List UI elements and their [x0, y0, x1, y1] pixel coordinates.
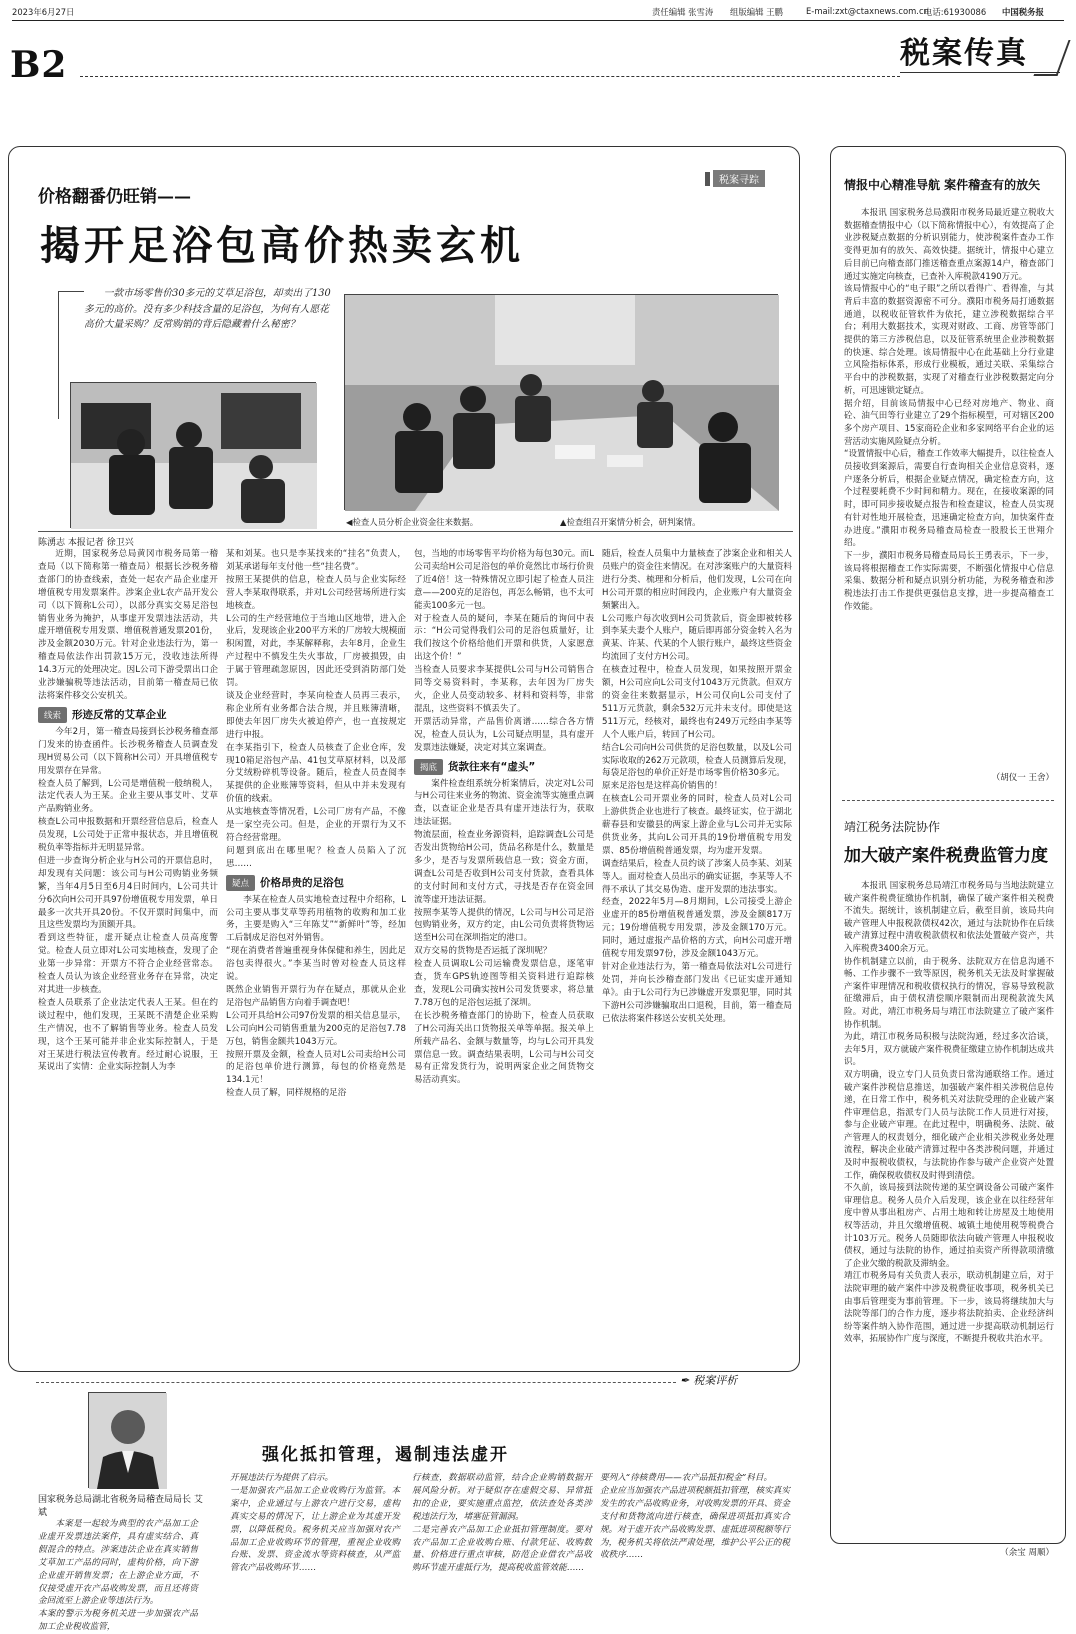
article-column-1: [38, 548, 218, 1346]
sidebar-bottom-body: 本报讯 国家税务总局靖江市税务局与当地法院建立破产案件税费征缴协作机制，确保了破产案件相关税费不流失。据统计，该机制建立后，截至目前，该局共向破产管理人申报税款债权42次，通过与法院协作在后续破产清算过程中清收税款债权和依法处置破产资产，共入库税费3400余万元。 协作机制建立以前，由于税务、法院双方在信息沟通不畅、工作步骤不一致等原因，税务机关无法及时掌握破产案件审理情况和税收债权执行的情况，容易导致税款征缴滞后，由于债权清偿顺序限制而出现税款流失风险。对此，靖江市税务局与靖江市法院建立了破产案件协作机制。 为此，靖江市税务局积极与法院沟通，经过多次洽谈，去年5月，双方就破产案件税费征缴建立协作机制达成共识。 双方明确，设立专门人员负责日常沟通联络工作。通过破产案件涉税信息推送，加强破产案件相关涉税信息传递，在日常工作中，税务机关对法院受理的企业破产案件审理信息，指派专门人员与法院工作人员进行对接，参与企业破产审理。在此过程中，明确税务、法院、破产管理人的权责划分，细化破产企业相关涉税业务处理流程，解决企业破产清算过程中各类涉税问题，并通过及时申报税收债权，与法院协作参与破产企业资产处置工作，确保税收债权及时得到清偿。 不久前，该局接到法院传递的某空调设备公司破产案件审理信息。税务人员介入后发现，该企业在以往经营年度中曾从事出租房产、占用土地和转让房屋及土地使用权等活动，并且欠缴增值税、城镇土地使用税等税费合计103万元。税务人员随即依法向破产管理人申报税收债权，通过与法院的协作，通过拍卖资产所得款项清缴了企业欠缴的税款及滞纳金。 靖江市税务局有关负责人表示，联动机制建立后，对于法院审理的破产案件中涉及税费征收事项，税务机关已由事后管理变为事前管理。下一步，该局将继续加大与法院等部门的合作力度，逐步将法院拍卖、企业经济纠纷等案件纳入协作范围，通过进一步提高联动机制运行效率，拓展协作广度与深度，不断提升税收共治水平。: [844, 881, 1054, 1345]
commentary-column-2: 开展违法行为提供了启示。 一是加强农产品加工企业收购行为监管。本案中，企业通过与上游农户进行交易，虚构真实交易的情况下，让上游企业为其虚开发票，以降低税负。税务机关应当加强对农产品加工企业收购环节的管理，重视企业收购台账、发票、资金流水等资料核查，从严监管农产品收购环节……: [230, 1473, 400, 1574]
editor-layout: 组版编辑 王鹏: [730, 7, 783, 17]
column-4-body: 随后，检查人员集中力量核查了涉案企业和相关人员账户的资金往来情况。在对涉案账户的大量资料进行分类、梳理和分析后，他们发现，L公司在向H公司开票的相应时间段内，企业账户有大量资金频繁出入。 L公司账户每次收到H公司货款后，资金即被转移到李某夫妻个人账户，随后即再部分资金转入名为黄某、许某、代某的个人银行账户，最终这些资金均流回了支付方H公司。 在核查过程中，检查人员发现，如果按照开票金额，H公司应向L公司支付1043万元货款。但双方的资金往来数据显示，H公司仅向L公司支付了511万元货款，剩余532万元并未支付。即使是这511万元，经核对，最终也有249万元经由李某等人个人账户后，转回了H公司。 结合L公司向H公司供货的足浴包数量，以及L公司实际收取的262万元款项，检查人员测算后发现，每袋足浴包的单价正好是市场零售价格30多元。 原来足浴包是这样高价销售的！ 在核查L公司开票业务的同时，检查人员对L公司上游供货企业也进行了核查。最终证实，位于湖北蕲春县和安徽县的两家上游企业与L公司并无实际供货业务，其向L公司开具的19份增值税专用发票、85份增值税普通发票，均为虚开发票。 调查结果后，检查人员约谈了涉案人员李某、刘某等人。面对检查人员出示的确实证据，李某等人不得不承认了其交易伪造、虚开发票的违法事实。 经查，2022年5月—8月期间，L公司接受上游企业虚开的85份增值税普通发票，涉及金额817万元；19份增值税专用发票，涉及金额170万元。同时，通过虚报产品价格的方式，向H公司虚开增值税专用发票97份，涉及金额1043万元。 针对企业违法行为，第一稽查局依法对L公司进行处罚，并向长沙稽查部门发出《已证实虚开通知单》。由于L公司行为已涉嫌虚开发票犯罪，同时其下游H公司涉嫌骗取出口退税，目前，第一稽查局已依法将案件移送公安机关处理。: [602, 549, 792, 1024]
caption-right: ▲检查组召开案情分析会，研判案情。: [560, 517, 701, 527]
article-headline: 揭开足浴包高价热卖玄机: [40, 222, 524, 269]
photo-analysts-illustration: [71, 383, 317, 529]
issue-date: 2023年6月27日: [12, 7, 75, 17]
lede-box: [84, 286, 332, 360]
byline-rule: [38, 531, 793, 532]
column-1-intro: 近期，国家税务总局黄冈市税务局第一稽查局（以下简称第一稽查局）根据长沙税务稽查部门的协查线索，查处一起农产品企业虚开增值税专用发票案件。涉案企业L农产品开发公司（以下简称L公司），以部分真实交易足浴包销售业务为掩护，从事虚开发票违法活动，共虚开增值税专用发票、增值税普通发票201份，涉及金额2030万元。针对企业违法行为，第一稽查局依法作出罚款15万元，没收违法所得14.3万元的处理决定。因L公司下游受票出口企业涉嫌骗税等违法活动，目前第一稽查局已依法将案件移交公安机关。: [38, 549, 218, 701]
column-3-body: 案件检查组系统分析案情后，决定对L公司与H公司往来业务的物流、资金流等实施重点调查，以查证企业是否具有虚开违法行为，获取违法证据。 物流层面，检查业务源资料，追踪调查L公司是否发出货物给H公司，货品名称是什么，数量是多少，是否与发票所载信息一致；资金方面，调查L公司是否收到H公司支付货款，查看具体的支付时间和支付方式，寻找是否存在资金回流等虚开违法证据。 按照李某等人提供的情况，L公司与H公司足浴包购销业务，双方约定，由L公司负责将货物运送至H公司在深圳指定的港口。 双方交易的货物是否运抵了深圳呢？ 检查人员调取L公司运输费发票信息，逐笔审查，货车GPS轨迹图等相关资料进行追踪核查，发现L公司确实按H公司发货要求，将总量7.78万包的足浴包运抵了深圳。 在长沙税务稽查部门的协助下，检查人员获取了H公司海关出口货物报关单等单据。报关单上所载产品名、金额与数量等，均与L公司开具发票信息一致。调查结果表明，L公司与H公司交易有正常发货行为，说明两家企业之间货物交易活动真实。: [414, 778, 594, 1086]
subhead-reveal: [414, 759, 594, 775]
tag-marker: [705, 172, 710, 186]
masthead-rule: [80, 76, 900, 77]
sidebar-top-byline: （胡仪一 王舍）: [991, 773, 1054, 783]
commentary-title: 强化抵扣管理，遏制违法虚开: [262, 1445, 509, 1465]
editor-duty: 责任编辑 张雪涛: [652, 7, 714, 17]
article-column-2: [226, 548, 406, 1346]
paper-name: 中国税务报: [1002, 7, 1044, 17]
subhead-clue: [38, 707, 218, 723]
author-byline: 国家税务总局湖北省税务局稽查局局长 艾斌: [38, 1495, 203, 1518]
photo-meeting-illustration: [345, 295, 779, 511]
page-label: B2: [10, 44, 68, 86]
article-tag: 税案寻踪: [705, 170, 765, 187]
article-column-4: [602, 548, 792, 1346]
column-2-body: 李某在检查人员实地检查过程中介绍称，L公司主要从事艾草等药用植物的收购和加工业务，主要是购入“三年陈艾”“新鲜叶”等，经加工后制成足浴包对外销售。 “现在消费者普遍重视身体保健和养生，因此足浴包卖得很火。”李某当时曾对检查人员这样说。 既然企业销售开票行为存在疑点，那就从企业足浴包产品销售方向着手调查吧！ L公司开具给H公司97份发票的相关信息显示，L公司向H公司销售重量为200克的足浴包7.78万包，销售金额共1043万元。 按照开票及金额，检查人员对L公司卖给H公司的足浴包单价进行测算，每包的价格竟然是134.1元！ 检查人员了解，同样规格的足浴: [226, 894, 406, 1099]
subhead-clue-title: 形迹反常的艾草企业: [72, 709, 167, 722]
contact-email: E-mail:zxt@ctaxnews.com.cn: [806, 6, 929, 16]
author-portrait: [88, 1392, 166, 1488]
section-corner-decor: [1033, 40, 1070, 76]
caption-left: ◀检查人员分析企业资金往来数据。: [346, 517, 479, 527]
contact-phone: 电话:61930086: [924, 7, 987, 17]
sidebar-divider: [842, 800, 1054, 801]
author-portrait-illustration: [89, 1393, 167, 1489]
brush-icon: ✒: [680, 1373, 690, 1387]
column-1-body: 今年2月，第一稽查局接到长沙税务稽查部门发来的协查函件。长沙税务稽查人员调查发现H贸易公司（以下简称H公司）开具增值税专用发票存在异常。 检查人员了解到，L公司是增值税一般纳税人，法定代表人为王某。企业主要从事艾叶、艾草产品购销业务。 核查L公司申报数据和开票经营信息后，检查人员发现，L公司处于正常申报状态，并且增值税税负率等指标并无明显异常。 但进一步查询分析企业与H公司的开票信息时，却发现有关问题：该公司与H公司购销业务频繁，当年4月5日至6月4日时间内，L公司共计分6次向H公司开具97份增值税专用发票，单日最多一次共开具20份。不仅开票时间集中，而且这些发票均为顶额开具。 看到这些特征，虚开疑点让检查人员高度警觉。检查人员立即对L公司实地核查，发现了企业第一步异常：开票方不符合企业经营常态。检查人员认为该企业经营业务存在异常，决定对其进一步核查。 检查人员联系了企业法定代表人王某。但在约谈过程中，他们发现，王某既不清楚企业采购生产情况，也不了解销售等业务。检查人员发现，这个王某可能并非企业实际控制人，于是对王某进行税法宣传教育。经过耐心说服，王某说出了实情：企业实际控制人为李: [38, 726, 218, 1073]
commentary-column-3: 行核查，数据联动监管，结合企业购销数据开展风险分析。对于疑似存在虚假交易、异常抵扣的企业，要实施重点监控，依法查处各类涉税违法行为，堵塞征管漏洞。 二是完善农产品加工企业抵扣管理制度。要对农产品加工企业收购台账、付款凭证、收购数量、价格进行重点审核，防范企业借农产品收购环节虚开虚抵行为，提高税收监管效能……: [412, 1473, 592, 1574]
header-rule: [12, 20, 1064, 21]
photo-analysts: [70, 382, 316, 528]
column-3-intro: 包，当地的市场零售平均价格为每包30元。而L公司卖给H公司足浴包的单价竟然比市场行价贵了近4倍！这一特殊情况立即引起了检查人员注意——200克的足浴包，再怎么畅销，也不太可能卖100多元一包。 对于检查人员的疑问，李某在随后的询问中表示：“H公司觉得我们公司的足浴包质量好，让我们按这个价格给他们开票和供货，人家愿意出这个价！” 当检查人员要求李某提供L公司与H公司销售合同等交易资料时，李某称，去年因为厂房失火，企业人员变动较多、材料和资料等，非常混乱，这些资料不慎丢失了。 开票活动异常，产品售价离谱……综合各方情况，检查人员认为，L公司疑点明显，具有虚开发票违法嫌疑，决定对其立案调查。: [414, 549, 594, 753]
commentary-column-1: 本案是一起较为典型的农产品加工企业虚开发票违法案件，具有虚实结合、真假混合的特点。涉案违法企业在真实销售艾草加工产品的同时，虚构价格，向下游企业虚开销售发票；在上游企业方面，不仅接受虚开农产品收购发票，而且还将资金回流至上游企业等违法行为。 本案的警示为税务机关进一步加强农产品加工企业税收监管，: [38, 1519, 198, 1633]
article-byline: 陈湧志 本报记者 徐卫兴: [38, 538, 134, 548]
commentary-column-4: 要列入“待核费用——农产品抵扣税金”科目。 企业应当加强农产品进项税额抵扣管理，核实真实发生的农产品收购业务，对收购发票的开具、资金支付和货物流向进行核查，确保进项抵扣真实合规。对于虚开农产品收购发票、虚抵进项税额等行为，税务机关将依法严肃处理，维护公平公正的税收秩序……: [600, 1473, 790, 1561]
sidebar-top-title: 情报中心精准导航 案件稽查有的放矢: [844, 178, 1041, 192]
article-column-3: [414, 548, 594, 1346]
subhead-doubt-title: 价格昂贵的足浴包: [260, 877, 345, 890]
sidebar-bottom-kicker: 靖江税务法院协作: [844, 820, 941, 834]
sidebar-top-article: [844, 176, 1054, 783]
subhead-clue-badge: 线索: [38, 707, 67, 723]
subhead-reveal-title: 货款往来有“虚头”: [448, 761, 536, 773]
sidebar-bottom-byline: （余宝 周顺）: [1000, 1548, 1054, 1558]
lede-connector: [58, 291, 84, 419]
commentary-rule: [36, 1382, 676, 1383]
commentary-tag: ✒ 税案评析: [680, 1373, 738, 1387]
page-header-bar: [12, 6, 1064, 20]
sidebar-top-body: 本报讯 国家税务总局濮阳市税务局最近建立税收大数据稽查情报中心（以下简称情报中心），有效提高了企业涉税疑点数据的分析识别能力，使涉税案件查办工作变得更加有的放矢、高效快捷。据统计，情报中心建立后目前已向稽查部门推送稽查重点案源14户，稽查部门通过实施定向核查，已查补入库税款4190万元。 该局情报中心的“电子眼”之所以看得广、看得准，与其背后丰富的数据资源密不可分。濮阳市税务局打通数据通道，以税收征管软件为依托，建立涉税数据综合平台；利用大数据技术，实现对财政、工商、房管等部门提供的第三方涉税信息，以及征管系统里企业涉税数据的快速、综合处理。该局情报中心在此基础上分行业建立风险指标体系，形成行业模板，通过关联、采集综合平台中的涉税数据，实现了对稽查行业涉税数据定向分析，可迅速锁定疑点。 据介绍，目前该局情报中心已经对房地产、物业、商砼、油气田等行业建立了29个指标模型，可对辖区200多个房产项目、15家商砼企业和多家网络平台企业的运营活动实施风险疑点分析。 “设置情报中心后，稽查工作效率大幅提升，以往检查人员接收到案源后，需要自行查询相关企业信息资料，逐户逐条分析后，根据企业疑点情况，确定检查方向，这个过程要耗费不少时间和精力。现在，在接收案源的同时，即可同步接收疑点报告和检查建议，检查人员实现有针对性地开展检查，迅速确定检查方向，加快案件查办进度。”濮阳市税务局稽查局检查一股股长王世翔介绍。 下一步，濮阳市税务局稽查局局长王勇表示，下一步，该局将根据稽查工作实际需要，不断强化情报中心信息采集、数据分析和疑点识别分析功能，为税务稽查和涉税违法打击工作提供更强信息支撑，进一步提高稽查工作效能。: [844, 208, 1054, 612]
sidebar-bottom-article: [844, 818, 1054, 1558]
sidebar-bottom-title: 加大破产案件税费监管力度: [844, 846, 1048, 866]
section-title: 税案传真: [900, 36, 1028, 71]
article-kicker: 价格翻番仍旺销——: [38, 187, 191, 207]
subhead-doubt-badge: 疑点: [226, 875, 255, 891]
column-2-intro: 某和刘某。也只是李某找来的“挂名”负责人，刘某承诺每年支付他一些“挂名费”。 按照王某提供的信息，检查人员与企业实际经营人李某取得联系，并对L公司经营场所进行实地核查。 L公司的生产经营地位于当地山区地带，进入企业后，发现该企业200平方米的厂房较大规模面积闲置，对此，李某解释称，去年8月，企业生产过程中不慎发生失火事故，厂房被损毁，由于属于管理疏忽原因，因此还受到消防部门处罚。 谈及企业经营时，李某向检查人员再三表示，称企业所有业务都合法合规，并且账簿清晰，即使去年因厂房失火被迫停产，也一直按规定进行申报。 在李某指引下，检查人员核查了企业仓库，发现10箱足浴包产品、41包艾草原材料，以及部分艾绒粉碎机等设备。随后，检查人员查阅李某提供的企业账簿等资料，但从中并未发现有价值的线索。 从实地核查等情况看，L公司厂房有产品，不像是一家空壳公司。但是，企业的开票行为又不符合经营常理。 问题到底出在哪里呢？检查人员陷入了沉思……: [226, 549, 406, 869]
article-lede: 一款市场零售价30多元的艾草足浴包，却卖出了130多元的高价。没有多少科技含量的足浴包，为何有人愿花高价大量采购？反常购销的背后隐藏着什么秘密？: [84, 288, 331, 330]
subhead-reveal-badge: 揭底: [414, 759, 443, 775]
subhead-doubt: [226, 875, 406, 891]
photo-meeting: [344, 294, 778, 510]
